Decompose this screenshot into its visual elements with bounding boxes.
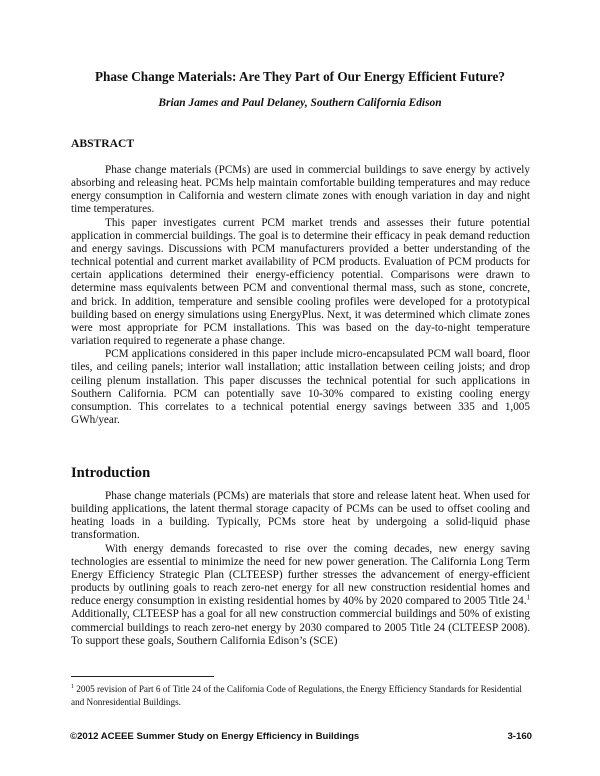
introduction-heading: Introduction (71, 465, 151, 481)
footer-copyright: ©2012 ACEEE Summer Study on Energy Efficiency in Buildings (70, 731, 360, 742)
introduction-text: With energy demands forecasted to rise over the coming decades, new energy saving technologies are essential to minimize the need for new power generation. The California Long Term Energy Efficiency Strategic Plan (CLTEESP) further stresses the advancement of energy-efficient products by outlining goals to reach zero-net energy for all new construction residential homes and reduce energy consumption in existing residential homes by 40% by 2020 compared to 2005 Title 24. (71, 542, 530, 608)
paper-title: Phase Change Materials: Are They Part of Our Energy Efficient Future? (95, 69, 505, 84)
footnote-marker: 1 (71, 683, 74, 690)
introduction-body (71, 490, 530, 648)
abstract-paragraph: Phase change materials (PCMs) are used in commercial buildings to save energy by actively absorbing and releasing heat. PCMs help maintain comfortable building temperatures and may reduce energy consumption in California and western climate zones with enough variation in day and night time temperatures. (71, 164, 530, 216)
paper-authors: Brian James and Paul Delaney, Southern California Edison (158, 97, 442, 109)
abstract-paragraph: This paper investigates current PCM market trends and assesses their future potential application in commercial buildings. The goal is to determine their efficacy in peak demand reduction and energy savings. Discussions with PCM manufacturers provided a better understanding of the technical potential and current market availability of PCM products. Evaluation of PCM products for certain applications determined their energy-efficiency potential. Comparisons were drawn to determine mass equivalents between PCM and conventional thermal mass, such as stone, concrete, and brick. In addition, temperature and sensible cooling profiles were developed for a prototypical building based on energy simulations using EnergyPlus. Next, it was determined which climate zones were most appropriate for PCM installations. This was based on the day-to-night temperature variation required to regenerate a phase change. (71, 216, 530, 348)
footnote-reference[interactable]: 1 (526, 593, 530, 602)
introduction-paragraph (71, 543, 530, 648)
introduction-text: Additionally, CLTEESP has a goal for all new construction commercial buildings and 50% of existing commercial buildings to reach zero-net energy by 2030 compared to 2005 Title 24 (CLTEESP 2008). To support these goals, Southern California Edison’s (SCE) (71, 608, 530, 647)
abstract-heading: ABSTRACT (71, 137, 135, 150)
abstract-paragraph: PCM applications considered in this paper include micro-encapsulated PCM wall board, floor tiles, and ceiling panels; interior wall installation; attic installation between ceiling joists; and drop ceiling plenum installation. This paper discusses the technical potential for such applications in Southern California. PCM can potentially save 10-30% compared to existing cooling energy consumption. This correlates to a technical potential energy savings between 335 and 1,005 GWh/year. (71, 348, 530, 426)
page-number: 3-160 (507, 731, 532, 742)
footnote-text: 2005 revision of Part 6 of Title 24 of the California Code of Regulations, the Energy Efficiency Standards for Residential and Nonresidential Buildings. (71, 684, 522, 707)
introduction-paragraph: Phase change materials (PCMs) are materials that store and release latent heat. When used for building applications, the latent thermal storage capacity of PCMs can be used to offset cooling and heating loads in a building. Typically, PCMs store heat by undergoing a solid-liquid phase transformation. (71, 490, 530, 542)
footnote (71, 683, 530, 708)
abstract-body (71, 164, 530, 427)
footnote-divider (71, 676, 214, 677)
